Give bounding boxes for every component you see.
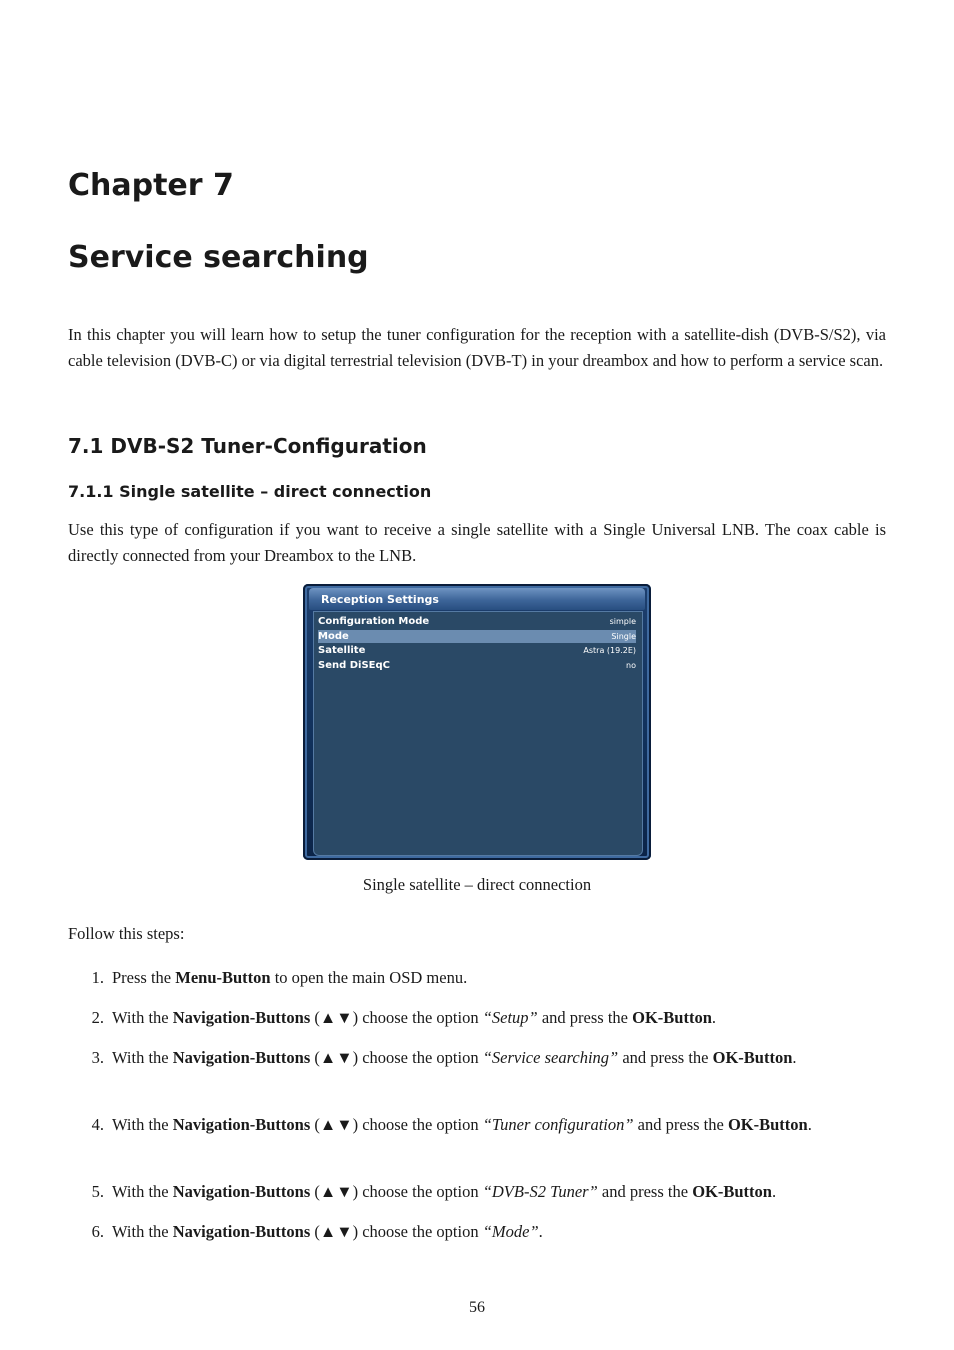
step-text: With the Navigation-Buttons (▲▼) choose the option “DVB-S2 Tuner” and press the OK-Button.	[112, 1182, 777, 1201]
figure-caption: Single satellite – direct connection	[362, 875, 592, 894]
osd-row-label: Satellite	[318, 645, 366, 656]
follow-steps-intro: Follow this steps:	[68, 924, 185, 943]
osd-row-value: Single	[611, 632, 636, 641]
chapter-label: Chapter 7	[68, 168, 234, 203]
page-number: 56	[469, 1299, 485, 1316]
step-text: With the Navigation-Buttons (▲▼) choose the option “Service searching” and press the OK-Button.	[112, 1048, 797, 1067]
osd-row-value: simple	[609, 617, 636, 626]
osd-row-send-diseqc	[318, 659, 636, 672]
section-heading: 7.1 DVB-S2 Tuner-Configuration	[68, 434, 427, 458]
osd-row-value: Astra (19.2E)	[583, 646, 636, 655]
step-number: 5.	[91, 1182, 104, 1201]
osd-row-satellite	[318, 644, 636, 657]
osd-title-bar	[309, 588, 645, 610]
osd-row-value: no	[626, 661, 636, 670]
osd-row-mode-selected	[318, 630, 636, 643]
subsection-paragraph: Use this type of configuration if you want to receive a single satellite with a Single Universal LNB. The coax cable is directly connected from your Dreambox to the LNB.	[68, 520, 886, 565]
step-number: 2.	[91, 1008, 104, 1027]
osd-row-label: Configuration Mode	[318, 616, 430, 627]
osd-screenshot	[303, 584, 651, 860]
subsection-heading: 7.1.1 Single satellite – direct connection	[68, 482, 432, 501]
step-text: With the Navigation-Buttons (▲▼) choose the option “Setup” and press the OK-Button.	[112, 1008, 717, 1027]
step-number: 4.	[91, 1115, 104, 1134]
intro-paragraph: In this chapter you will learn how to setup the tuner configuration for the reception with a satellite-dish (DVB-S/S2), via cable television (DVB-C) or via digital terrestrial television (DVB-T) in your dreambox and how to perform a service scan.	[68, 325, 886, 370]
step-text: Press the Menu-Button to open the main OSD menu.	[112, 968, 468, 987]
step-text: With the Navigation-Buttons (▲▼) choose the option “Tuner configuration” and press the OK-Button.	[112, 1115, 812, 1134]
osd-row-label: Mode	[318, 631, 349, 642]
step-number: 1.	[91, 968, 104, 987]
osd-row-label: Send DiSEqC	[318, 660, 391, 671]
chapter-title: Service searching	[68, 240, 369, 275]
osd-title: Reception Settings	[321, 593, 439, 606]
osd-row-configuration-mode	[318, 615, 636, 628]
osd-settings-panel	[313, 611, 643, 856]
step-number: 3.	[91, 1048, 104, 1067]
step-number: 6.	[91, 1222, 104, 1241]
step-text: With the Navigation-Buttons (▲▼) choose the option “Mode”.	[112, 1222, 543, 1241]
